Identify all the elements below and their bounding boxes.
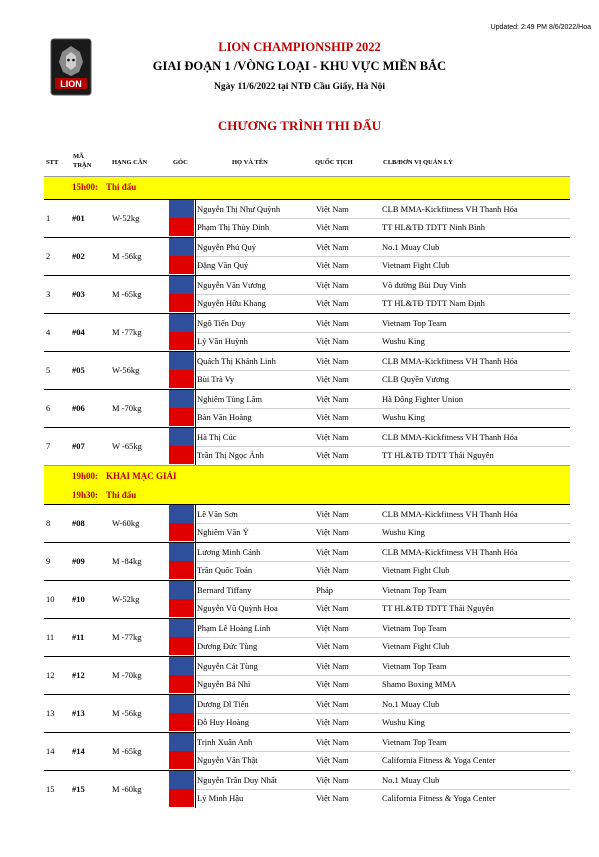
session-label: Thi đấu — [106, 490, 137, 500]
blue-corner — [169, 276, 194, 294]
divider — [196, 751, 570, 752]
red-corner — [169, 637, 194, 655]
fighter-blue-club: Vietnam Top Team — [382, 661, 447, 671]
fighter-red-club: CLB Quyền Vương — [382, 374, 450, 384]
fighter-blue-name: Dương Dĩ Tiến — [197, 699, 249, 709]
fighter-blue-club: CLB MMA-Kickfitness VH Thanh Hóa — [382, 356, 518, 366]
date-location: Ngày 11/6/2022 tại NTĐ Cầu Giấy, Hà Nội — [213, 82, 385, 92]
fighter-blue-nationality: Việt Nam — [316, 242, 349, 252]
weight-class: W-56kg — [112, 365, 140, 375]
weight-class: M -70kg — [112, 403, 142, 413]
fighter-red-nationality: Việt Nam — [316, 717, 349, 727]
fighter-red-name: Nghiêm Văn Ý — [197, 527, 249, 537]
fighter-red-name: Đỗ Huy Hoàng — [197, 717, 249, 727]
match-stt: 6 — [46, 403, 51, 413]
fighter-blue-club: Vietnam Top Team — [382, 623, 447, 633]
fighter-red-nationality: Việt Nam — [316, 755, 349, 765]
fighter-blue-name: Lương Minh Cảnh — [197, 547, 261, 557]
fighter-blue-club: CLB MMA-Kickfitness VH Thanh Hóa — [382, 432, 518, 442]
fighter-red-name: Nguyễn Văn Thật — [197, 755, 258, 765]
fighter-red-club: TT HL&TĐ TDTT Thái Nguyên — [382, 450, 494, 460]
match-id: #01 — [72, 213, 85, 223]
match-stt: 8 — [46, 518, 51, 528]
match-stt: 5 — [46, 365, 51, 375]
col-nationality: QUỐC TỊCH — [315, 159, 353, 166]
fighter-red-nationality: Việt Nam — [316, 679, 349, 689]
fighter-red-club: Wushu King — [382, 412, 425, 422]
match-id: #15 — [72, 784, 85, 794]
fighter-red-nationality: Việt Nam — [316, 527, 349, 537]
fighter-blue-club: No.1 Muay Club — [382, 699, 440, 709]
fighter-red-name: Phạm Thị Thùy Dinh — [197, 222, 270, 232]
red-corner — [169, 561, 194, 579]
fighter-red-name: Nguyễn Hữu Khang — [197, 298, 266, 308]
fighter-red-nationality: Việt Nam — [316, 336, 349, 346]
col-stt: STT — [46, 159, 59, 166]
match-stt: 9 — [46, 556, 51, 566]
red-corner — [169, 523, 194, 541]
fighter-red-club: Vietnam Fight Club — [382, 565, 450, 575]
table-row — [44, 580, 570, 618]
red-corner — [169, 713, 194, 731]
divider — [196, 218, 570, 219]
match-stt: 4 — [46, 327, 51, 337]
fighter-blue-club: Võ đường Bùi Duy Vinh — [382, 280, 466, 290]
fighter-red-name: Lý Minh Hậu — [197, 793, 244, 803]
table-row — [44, 656, 570, 694]
match-id: #14 — [72, 746, 85, 756]
match-id: #02 — [72, 251, 85, 261]
match-stt: 13 — [46, 708, 55, 718]
fighter-blue-club: No.1 Muay Club — [382, 775, 440, 785]
col-ma-1: MÃ — [73, 153, 84, 160]
fighter-blue-nationality: Việt Nam — [316, 432, 349, 442]
table-row — [44, 618, 570, 656]
weight-class: W-52kg — [112, 213, 140, 223]
fighter-blue-nationality: Việt Nam — [316, 775, 349, 785]
fighter-red-club: Vietnam Fight Club — [382, 641, 450, 651]
table-row — [44, 351, 570, 389]
fighter-blue-nationality: Việt Nam — [316, 356, 349, 366]
fighter-red-club: Shamo Boxing MMA — [382, 679, 457, 689]
divider — [196, 256, 570, 257]
fighter-red-club: Wushu King — [382, 717, 425, 727]
divider — [196, 446, 570, 447]
fighter-blue-name: Nguyễn Văn Vương — [197, 280, 266, 290]
match-id: #08 — [72, 518, 85, 528]
fighter-red-club: Vietnam Fight Club — [382, 260, 450, 270]
match-stt: 2 — [46, 251, 51, 261]
table-row — [44, 199, 570, 237]
match-stt: 11 — [46, 632, 55, 642]
fighter-blue-name: Trịnh Xuân Anh — [197, 737, 253, 747]
weight-class: M -56kg — [112, 708, 142, 718]
red-corner — [169, 408, 194, 426]
blue-corner — [169, 238, 194, 256]
fighter-red-nationality: Việt Nam — [316, 603, 349, 613]
fighter-red-name: Nguyễn Bá Nhì — [197, 679, 251, 689]
red-corner — [169, 256, 194, 274]
fighter-red-club: TT HL&TĐ TDTT Nam Định — [382, 298, 485, 308]
fighter-blue-name: Nguyễn Cát Tùng — [197, 661, 258, 671]
divider — [196, 332, 570, 333]
blue-corner — [169, 200, 194, 218]
blue-corner — [169, 733, 194, 751]
col-club: CLB/ĐƠN VỊ QUẢN LÝ — [383, 159, 453, 166]
page-subtitle: GIAI ĐOẠN 1 /VÒNG LOẠI - KHU VỰC MIỀN BẮC — [152, 59, 447, 73]
fighter-red-nationality: Việt Nam — [316, 298, 349, 308]
fighter-blue-name: Quách Thị Khánh Linh — [197, 356, 276, 366]
fighter-blue-club: Hà Đông Fighter Union — [382, 394, 463, 404]
fighter-red-club: California Fitness & Yoga Center — [382, 755, 496, 765]
schedule-table — [44, 176, 570, 808]
session-bar — [44, 465, 570, 504]
session-label: Thi đấu — [106, 182, 137, 192]
fighter-red-club: Wushu King — [382, 336, 425, 346]
fighter-blue-name: Nguyễn Phú Quý — [197, 242, 257, 252]
table-row — [44, 237, 570, 275]
table-row — [44, 427, 570, 465]
red-corner — [169, 599, 194, 617]
table-row — [44, 770, 570, 808]
fighter-blue-nationality: Việt Nam — [316, 318, 349, 328]
red-corner — [169, 751, 194, 769]
fighter-blue-nationality: Việt Nam — [316, 204, 349, 214]
fighter-blue-name: Bernard Tiffany — [197, 585, 252, 595]
match-id: #13 — [72, 708, 85, 718]
fighter-blue-club: No.1 Muay Club — [382, 242, 440, 252]
divider — [196, 523, 570, 524]
blue-corner — [169, 543, 194, 561]
match-id: #04 — [72, 327, 85, 337]
fighter-blue-name: Nguyễn Thị Như Quỳnh — [197, 204, 281, 214]
fighter-blue-nationality: Việt Nam — [316, 661, 349, 671]
red-corner — [169, 332, 194, 350]
match-stt: 3 — [46, 289, 51, 299]
logo-text: LION — [60, 79, 82, 89]
match-id: #12 — [72, 670, 85, 680]
red-corner — [169, 789, 194, 807]
fighter-blue-nationality: Việt Nam — [316, 394, 349, 404]
weight-class: M -65kg — [112, 289, 142, 299]
fighter-blue-nationality: Việt Nam — [316, 699, 349, 709]
weight-class: W -65kg — [112, 441, 142, 451]
fighter-red-nationality: Việt Nam — [316, 565, 349, 575]
fighter-red-name: Bàn Văn Hoàng — [197, 412, 252, 422]
blue-corner — [169, 771, 194, 789]
weight-class: M -70kg — [112, 670, 142, 680]
fighter-red-nationality: Việt Nam — [316, 222, 349, 232]
fighter-red-name: Nguyễn Vũ Quỳnh Hoa — [197, 603, 278, 613]
fighter-blue-nationality: Việt Nam — [316, 547, 349, 557]
match-stt: 12 — [46, 670, 55, 680]
match-stt: 15 — [46, 784, 55, 794]
red-corner — [169, 675, 194, 693]
fighter-blue-nationality: Việt Nam — [316, 280, 349, 290]
table-header — [0, 150, 599, 176]
fighter-blue-nationality: Việt Nam — [316, 623, 349, 633]
divider — [196, 408, 570, 409]
fighter-blue-club: CLB MMA-Kickfitness VH Thanh Hóa — [382, 547, 518, 557]
divider — [196, 637, 570, 638]
weight-class: W-52kg — [112, 594, 140, 604]
fighter-red-club: Wushu King — [382, 527, 425, 537]
fighter-red-nationality: Việt Nam — [316, 412, 349, 422]
divider — [196, 561, 570, 562]
match-stt: 14 — [46, 746, 55, 756]
fighter-red-name: Bùi Trà Vy — [197, 374, 235, 384]
fighter-red-name: Dương Đức Tùng — [197, 641, 258, 651]
fighter-blue-club: Vietnam Top Team — [382, 737, 447, 747]
fighter-red-nationality: Việt Nam — [316, 260, 349, 270]
match-stt: 1 — [46, 213, 51, 223]
weight-class: M -65kg — [112, 746, 142, 756]
fighter-red-name: Đặng Văn Quý — [197, 260, 249, 270]
fighter-blue-club: Vietnam Top Team — [382, 585, 447, 595]
weight-class: W-60kg — [112, 518, 140, 528]
updated-timestamp: Updated: 2:49 PM 8/6/2022/Hoa — [490, 24, 591, 31]
fighter-red-nationality: Việt Nam — [316, 641, 349, 651]
session-label: KHAI MẠC GIẢI — [106, 471, 177, 481]
fighter-blue-name: Nghiêm Tùng Lâm — [197, 394, 262, 404]
blue-corner — [169, 352, 194, 370]
divider — [196, 370, 570, 371]
session-time: 15h00: — [72, 182, 99, 192]
fighter-red-nationality: Việt Nam — [316, 374, 349, 384]
red-corner — [169, 294, 194, 312]
fighter-blue-nationality: Pháp — [316, 585, 333, 595]
blue-corner — [169, 428, 194, 446]
red-corner — [169, 446, 194, 464]
table-row — [44, 389, 570, 427]
match-id: #07 — [72, 441, 85, 451]
divider — [196, 789, 570, 790]
match-id: #06 — [72, 403, 85, 413]
page-title: LION CHAMPIONSHIP 2022 — [218, 40, 381, 54]
col-corner: GÓC — [173, 159, 188, 166]
table-row — [44, 732, 570, 770]
table-row — [44, 504, 570, 542]
blue-corner — [169, 619, 194, 637]
blue-corner — [169, 695, 194, 713]
fighter-red-nationality: Việt Nam — [316, 450, 349, 460]
table-row — [44, 313, 570, 351]
match-id: #10 — [72, 594, 85, 604]
fighter-blue-name: Hà Thị Cúc — [197, 432, 237, 442]
divider — [196, 294, 570, 295]
session-time: 19h30: — [72, 490, 99, 500]
match-stt: 7 — [46, 441, 51, 451]
weight-class: M -56kg — [112, 251, 142, 261]
blue-corner — [169, 314, 194, 332]
session-bar — [44, 176, 570, 199]
fighter-red-name: Lý Văn Huỳnh — [197, 336, 248, 346]
col-ma-2: TRẬN — [73, 162, 92, 169]
divider — [196, 599, 570, 600]
weight-class: M -84kg — [112, 556, 142, 566]
fighter-red-club: California Fitness & Yoga Center — [382, 793, 496, 803]
fighter-red-name: Trần Quốc Toản — [197, 565, 253, 575]
weight-class: M -60kg — [112, 784, 142, 794]
fighter-blue-nationality: Việt Nam — [316, 509, 349, 519]
red-corner — [169, 218, 194, 236]
fighter-blue-club: Vietnam Top Team — [382, 318, 447, 328]
match-id: #09 — [72, 556, 85, 566]
blue-corner — [169, 390, 194, 408]
match-id: #11 — [72, 632, 85, 642]
fighter-blue-name: Lê Văn Sơn — [197, 509, 238, 519]
fighter-blue-club: CLB MMA-Kickfitness VH Thanh Hóa — [382, 509, 518, 519]
weight-class: M -77kg — [112, 632, 142, 642]
weight-class: M -77kg — [112, 327, 142, 337]
match-id: #05 — [72, 365, 85, 375]
fighter-blue-name: Ngô Tiến Duy — [197, 318, 246, 328]
blue-corner — [169, 505, 194, 523]
fighter-red-club: TT HL&TĐ TDTT Thái Nguyên — [382, 603, 494, 613]
col-name: HỌ VÀ TÊN — [232, 159, 268, 166]
fighter-blue-name: Nguyễn Trần Duy Nhất — [197, 775, 278, 785]
divider — [196, 675, 570, 676]
table-row — [44, 275, 570, 313]
table-row — [44, 542, 570, 580]
fighter-red-nationality: Việt Nam — [316, 793, 349, 803]
fighter-blue-club: CLB MMA-Kickfitness VH Thanh Hóa — [382, 204, 518, 214]
fighter-blue-nationality: Việt Nam — [316, 737, 349, 747]
match-id: #03 — [72, 289, 85, 299]
session-time: 19h00: — [72, 471, 99, 481]
match-stt: 10 — [46, 594, 55, 604]
blue-corner — [169, 581, 194, 599]
red-corner — [169, 370, 194, 388]
col-weight: HẠNG CÂN — [112, 159, 148, 166]
fighter-red-club: TT HL&TĐ TDTT Ninh Bình — [382, 222, 485, 232]
program-title: CHƯƠNG TRÌNH THI ĐẤU — [217, 118, 382, 133]
divider — [196, 713, 570, 714]
fighter-red-name: Trần Thị Ngọc Ánh — [197, 450, 264, 460]
blue-corner — [169, 657, 194, 675]
fighter-blue-name: Phạm Lê Hoàng Linh — [197, 623, 271, 633]
table-row — [44, 694, 570, 732]
